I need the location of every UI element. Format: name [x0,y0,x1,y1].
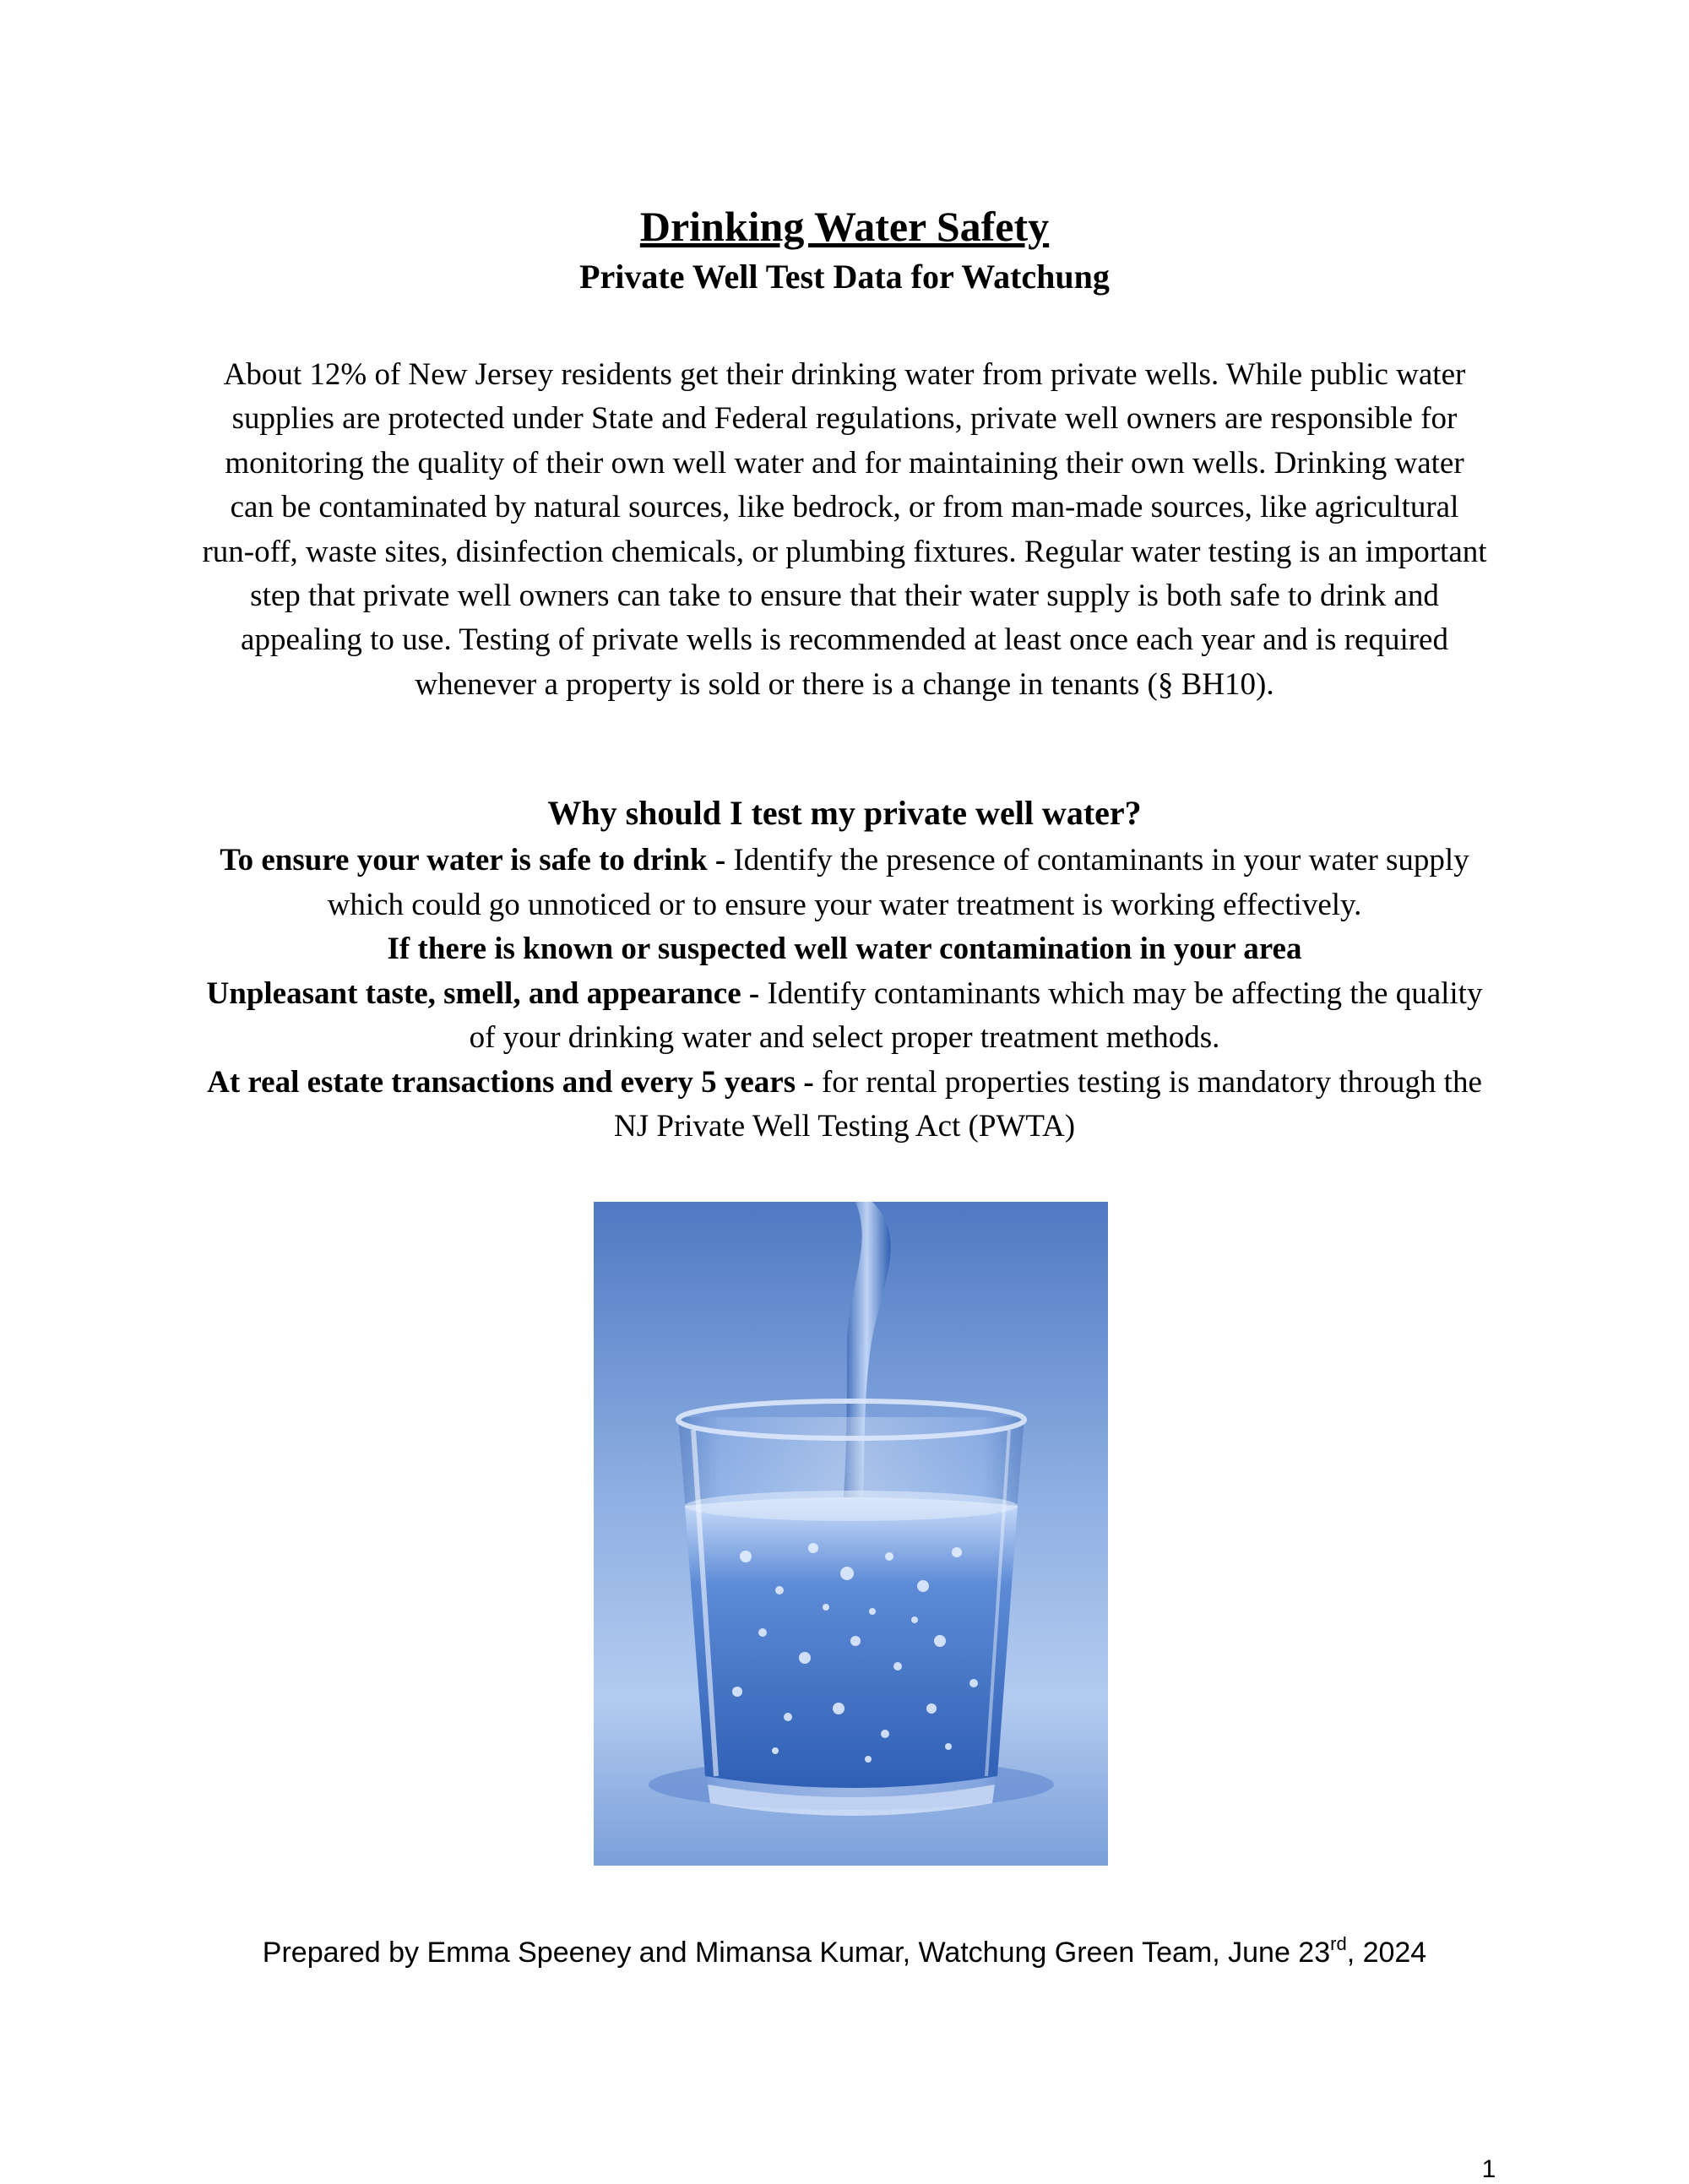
reason-item [201,972,1488,1061]
water-glass-photo [594,1202,1108,1866]
reasons-list [201,839,1488,1149]
reason-item [201,1061,1488,1149]
footer-superscript: rd [1330,1933,1347,1954]
section-heading: Why should I test my private well water? [547,794,1142,832]
reason-item [201,927,1488,972]
intro-paragraph: About 12% of New Jersey residents get their drinking water from private wells. While public water supplies are protected under State and Federal regulations, private well owners are responsible for monitoring the quality of their own well water and for maintaining their own wells. Drinking water can be contaminated by natural sources, like bedrock, or from man-made sources, like agricultural run-off, waste sites, disinfection chemicals, or plumbing fixtures. Regular water testing is an important step that private well owners can take to ensure that their water supply is both safe to drink and appealing to use. Testing of private wells is recommended at least once each year and is required whenever a property is sold or there is a change in tenants (§ BH10). [202,357,1487,702]
reason-lead: If there is known or suspected well water contamination in your area [387,932,1302,966]
page-subtitle: Private Well Test Data for Watchung [579,258,1110,296]
water-glass-illustration [594,1202,1108,1866]
reason-lead: Unpleasant taste, smell, and appearance - [206,975,768,1011]
reason-text: Identify contaminants which may be affecting the quality of your drinking water and select proper treatment methods. [469,975,1483,1055]
reason-text: for rental properties testing is mandatory through the NJ Private Well Testing Act (PWTA) [613,1064,1482,1144]
footer-text: Prepared by Emma Speeney and Mimansa Kumar, Watchung Green Team, June 23 [262,1937,1331,1969]
reason-text: Identify the presence of contaminants in your water supply which could go unnoticed or to ensure your water treatment is working effectively. [327,843,1469,922]
page-number: 1 [1481,2155,1496,2183]
page-title: Drinking Water Safety [639,203,1050,250]
footer-date-suffix: , 2024 [1346,1937,1427,1969]
footer-credit [0,1933,1689,1972]
reason-lead: At real estate transactions and every 5 years - [207,1064,822,1100]
reason-item [201,839,1488,927]
reason-lead: To ensure your water is safe to drink - [220,843,734,877]
